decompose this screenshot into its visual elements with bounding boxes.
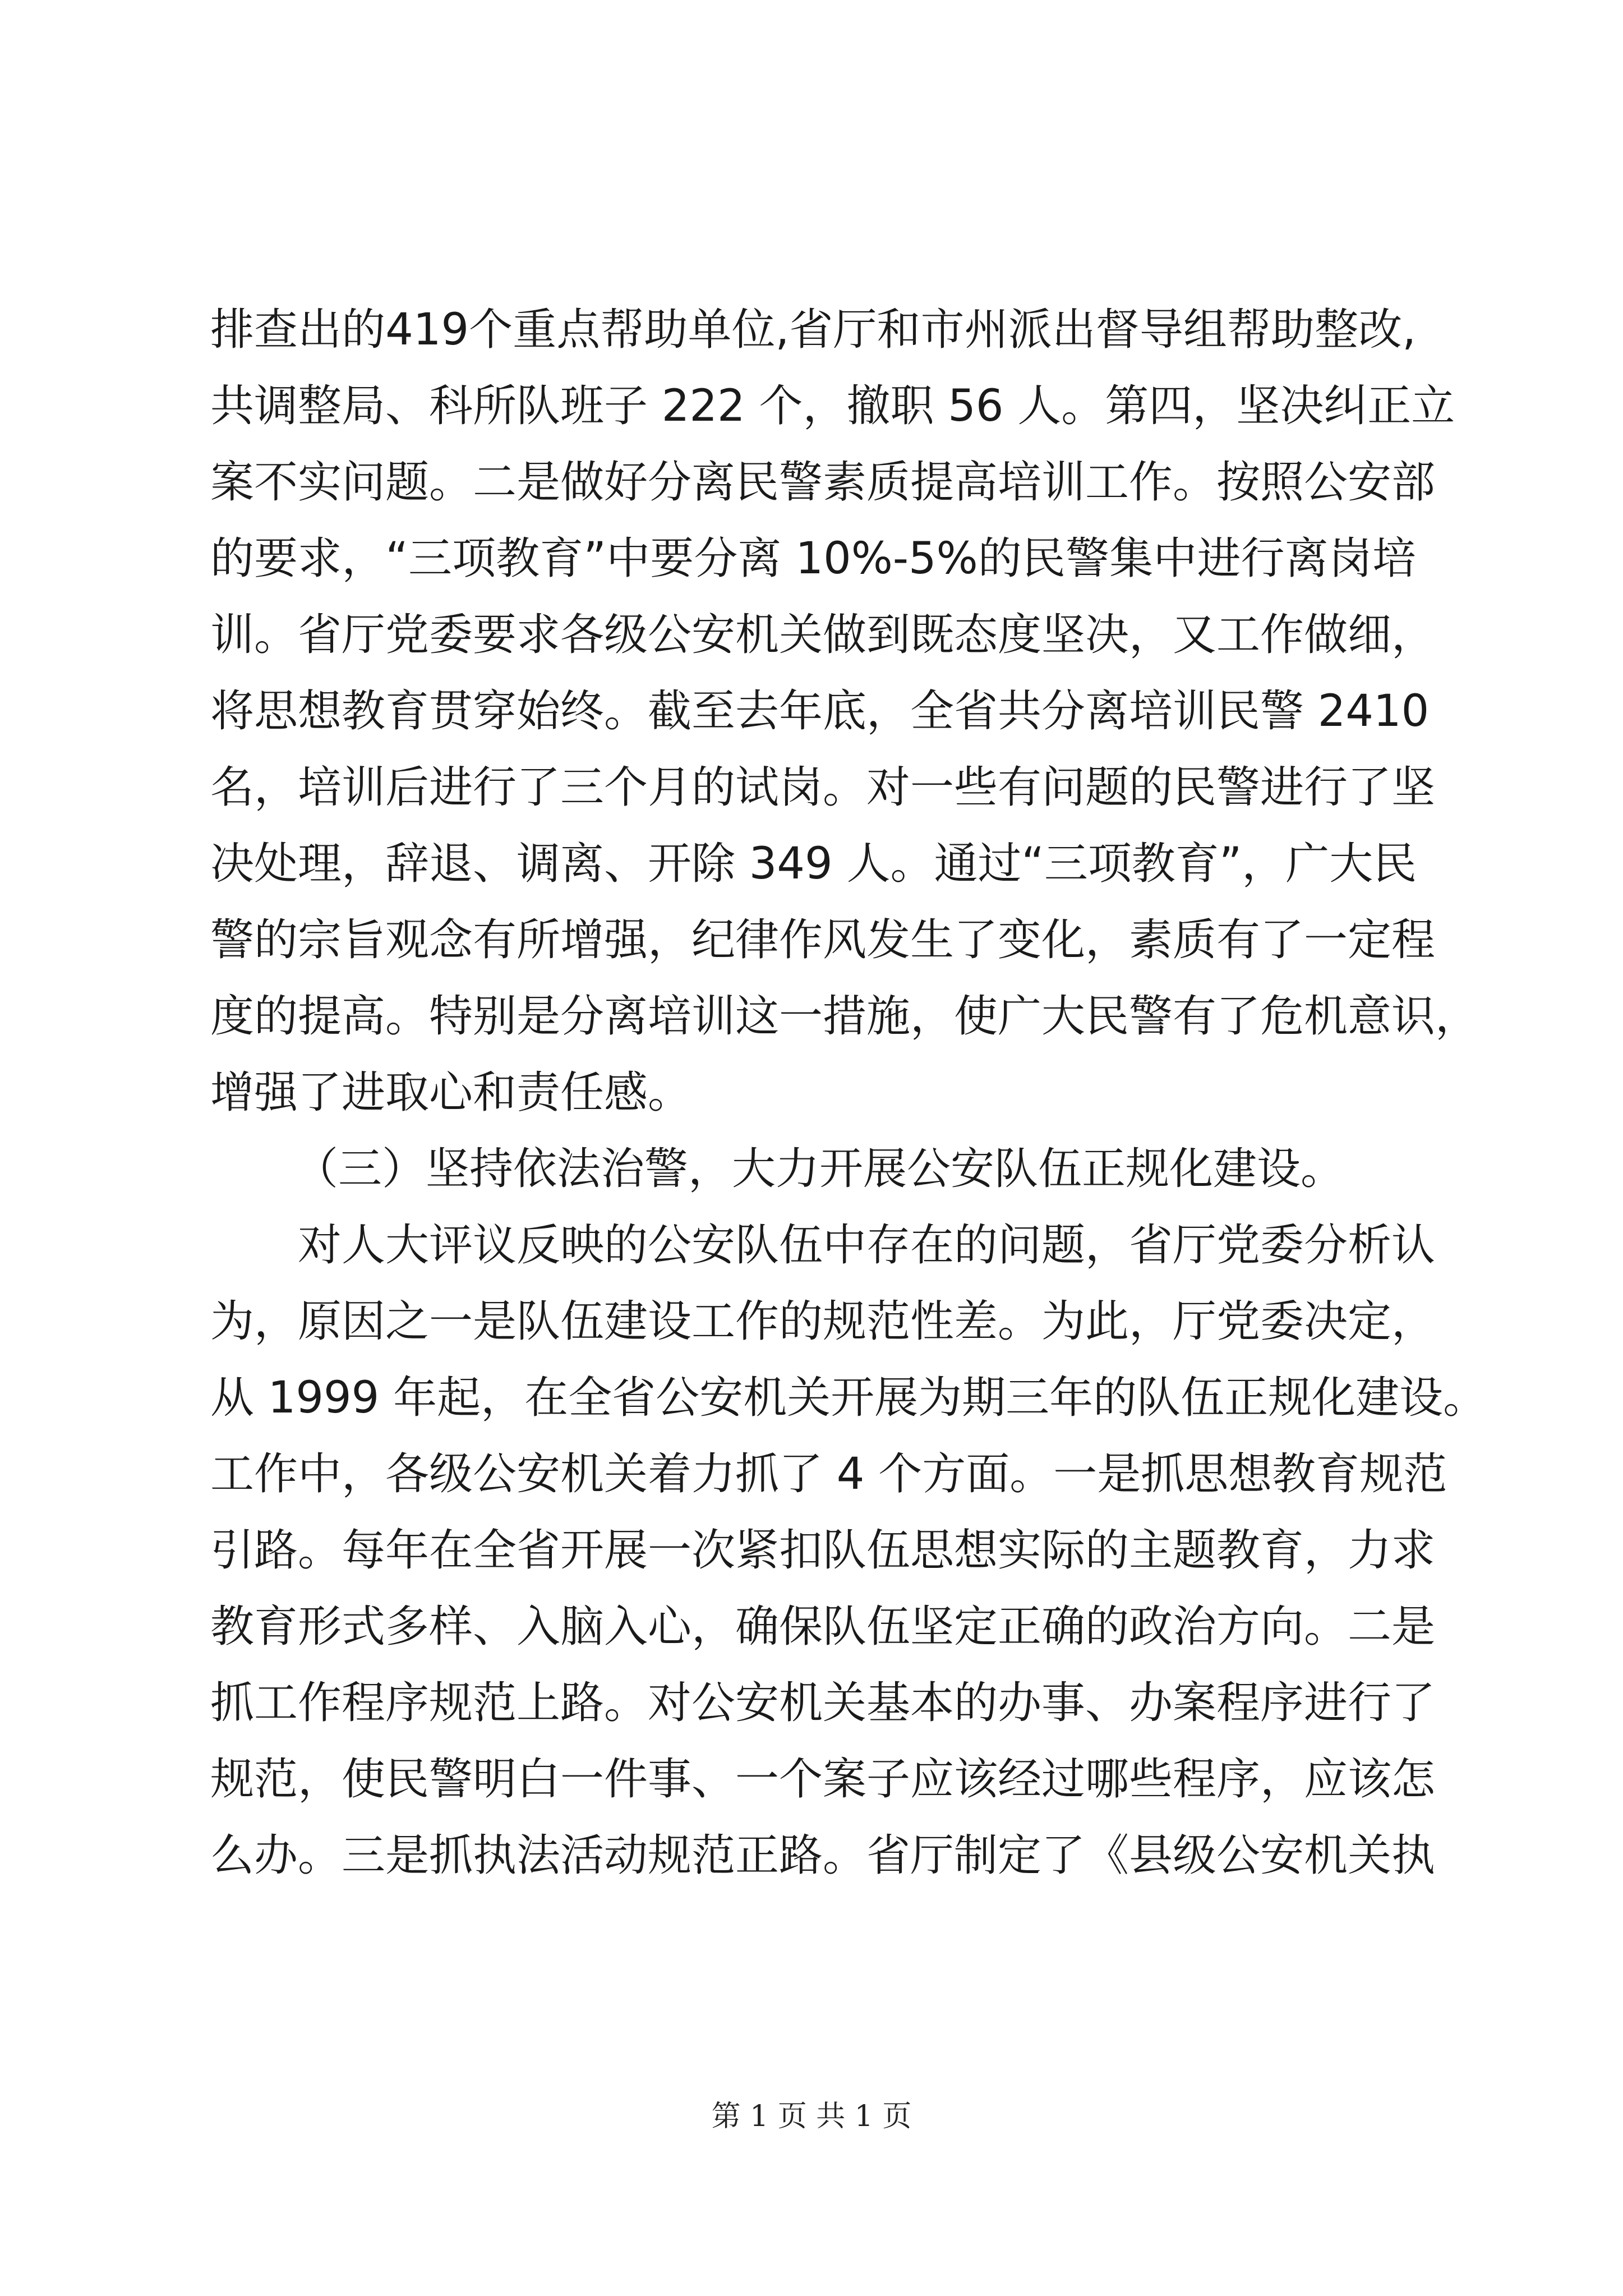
text-line: 引路。每年在全省开展一次紧扣队伍思想实际的主题教育，力求	[210, 1525, 1436, 1576]
text-line: 的要求，“三项教育”中要分离 10%-5%的民警集中进行离岗培	[210, 533, 1416, 584]
text-line: 从 1999 年起，在全省公安机关开展为期三年的队伍正规化建设。	[210, 1373, 1487, 1423]
text-line: 么办。三是抓执法活动规范正路。省厅制定了《县级公安机关执	[210, 1830, 1436, 1881]
text-line: 增强了进取心和责任感。	[210, 1068, 692, 1118]
text-line: 工作中，各级公安机关着力抓了 4 个方面。一是抓思想教育规范	[210, 1449, 1447, 1499]
text-line: 训。省厅党委要求各级公安机关做到既态度坚决，又工作做细，	[210, 610, 1436, 660]
text-line: 将思想教育贯穿始终。截至去年底，全省共分离培训民警 2410	[210, 686, 1430, 737]
text-line: 决处理，辞退、调离、开除 349 人。通过“三项教育”，广大民	[210, 839, 1417, 889]
text-line: 名，培训后进行了三个月的试岗。对一些有问题的民警进行了坚	[210, 762, 1436, 813]
text-line: 抓工作程序规范上路。对公安机关基本的办事、办案程序进行了	[210, 1678, 1436, 1728]
text-line: 警的宗旨观念有所增强，纪律作风发生了变化，素质有了一定程	[210, 915, 1436, 965]
text-line: 教育形式多样、入脑入心，确保队伍坚定正确的政治方向。二是	[210, 1602, 1436, 1652]
text-line: 为，原因之一是队伍建设工作的规范性差。为此，厅党委决定，	[210, 1296, 1436, 1347]
text-line: 规范，使民警明白一件事、一个案子应该经过哪些程序，应该怎	[210, 1754, 1436, 1805]
text-line: 排查出的419个重点帮助单位,省厅和市州派出督导组帮助整改,	[210, 305, 1416, 355]
page-footer: 第 1 页 共 1 页	[711, 2100, 912, 2133]
body-text	[210, 292, 1487, 1894]
section-heading: （三）坚持依法治警，大力开展公安队伍正规化建设。	[294, 1144, 1345, 1194]
text-line: 对人大评议反映的公安队伍中存在的问题，省厅党委分析认	[298, 1220, 1436, 1271]
text-line: 度的提高。特别是分离培训这一措施，使广大民警有了危机意识，	[210, 991, 1479, 1042]
text-line: 案不实问题。二是做好分离民警素质提高培训工作。按照公安部	[210, 457, 1436, 508]
text-line: 共调整局、科所队班子 222 个，撤职 56 人。第四，坚决纠正立	[210, 381, 1455, 431]
